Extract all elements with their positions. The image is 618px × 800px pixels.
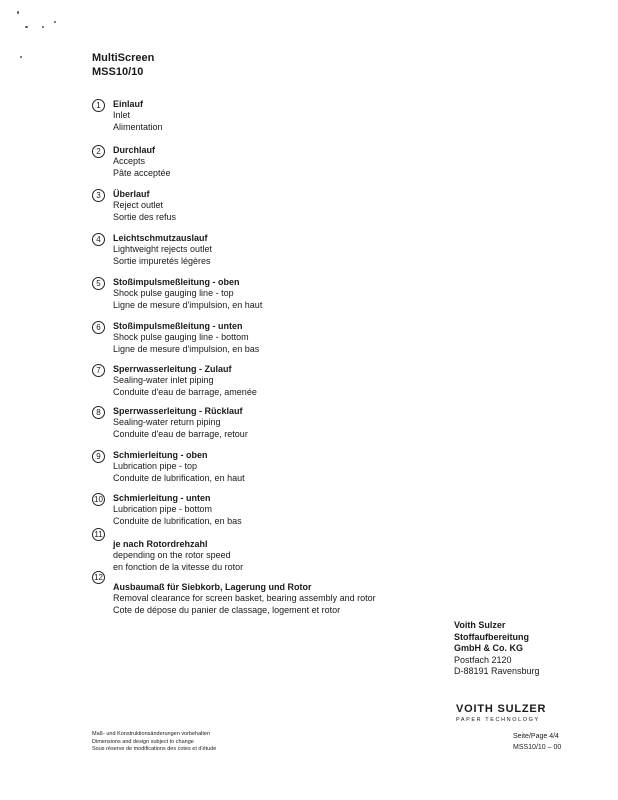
item-label-de: Leichtschmutzauslauf xyxy=(113,233,208,243)
disclaimer-en: Dimensions and design subject to change xyxy=(92,738,194,745)
item-label-en: Sealing-water return piping xyxy=(113,417,221,428)
item-label-fr: Conduite de lubrification, en bas xyxy=(113,515,242,526)
item-label-fr: Conduite d'eau de barrage, retour xyxy=(113,428,248,439)
title-line-product: MultiScreen xyxy=(92,52,155,64)
company-city: D-88191 Ravensburg xyxy=(454,666,540,676)
item-number: 1 xyxy=(92,99,105,112)
document-code: MSS10/10 – 00 xyxy=(513,744,562,751)
item-label-de: Überlauf xyxy=(113,189,150,199)
logo-sub-text: PAPER TECHNOLOGY xyxy=(456,717,540,723)
item-label-fr: Ligne de mesure d'impulsion, en bas xyxy=(113,343,260,354)
scan-speck xyxy=(25,26,28,28)
item-label-fr: Sortie des refus xyxy=(113,211,177,222)
company-address xyxy=(454,620,540,678)
item-label-en: Shock pulse gauging line - bottom xyxy=(113,332,249,343)
disclaimer-fr: Sous réserve de modifications des cotes et d'étude xyxy=(92,746,217,752)
item-label-de: Schmierleitung - oben xyxy=(113,450,208,460)
item-label-de: Ausbaumaß für Siebkorb, Lagerung und Rotor xyxy=(113,582,312,592)
item-number: 5 xyxy=(92,277,105,290)
scan-speck xyxy=(42,26,44,28)
item-label-en: Sealing-water inlet piping xyxy=(113,375,214,386)
scan-speck xyxy=(54,21,56,23)
item-number: 9 xyxy=(92,450,105,463)
disclaimer xyxy=(92,731,216,754)
company-name-2: Stoffaufbereitung xyxy=(454,631,529,642)
item-number: 7 xyxy=(92,364,105,377)
item-label-fr: Cote de dépose du panier de classage, logement et rotor xyxy=(113,604,341,615)
company-name-3: GmbH & Co. KG xyxy=(454,643,523,653)
item-label-en: Lubrication pipe - bottom xyxy=(113,504,213,515)
item-number: 2 xyxy=(92,145,105,158)
title-line-model: MSS10/10 xyxy=(92,66,144,78)
document-title xyxy=(92,51,154,79)
item-label-de: Sperrwasserleitung - Zulauf xyxy=(113,364,232,374)
page-number: Seite/Page 4/4 xyxy=(513,733,559,740)
item-label-de: je nach Rotordrehzahl xyxy=(113,539,208,549)
item-label-de: Schmierleitung - unten xyxy=(113,493,211,503)
item-label-en: Accepts xyxy=(113,156,146,167)
item-label-fr: Alimentation xyxy=(113,121,163,132)
item-label-fr: Conduite de lubrification, en haut xyxy=(113,472,245,483)
item-label-de: Einlauf xyxy=(113,99,144,109)
item-label-fr: Ligne de mesure d'impulsion, en haut xyxy=(113,299,263,310)
page-info xyxy=(513,731,561,753)
scan-speck xyxy=(20,56,22,58)
item-label-de: Sperrwasserleitung - Rücklauf xyxy=(113,406,243,416)
item-label-en: Lightweight rejects outlet xyxy=(113,244,213,255)
item-label-en: Inlet xyxy=(113,110,131,121)
item-label-fr: Pâte acceptée xyxy=(113,167,171,178)
item-label-en: Shock pulse gauging line - top xyxy=(113,288,234,299)
item-number: 10 xyxy=(92,493,105,506)
item-number: 3 xyxy=(92,189,105,202)
item-number: 12 xyxy=(92,571,105,584)
item-label-en: depending on the rotor speed xyxy=(113,550,231,561)
item-label-de: Stoßimpulsmeßleitung - oben xyxy=(113,277,240,287)
item-label-en: Reject outlet xyxy=(113,200,164,211)
item-label-en: Lubrication pipe - top xyxy=(113,461,198,472)
company-postbox: Postfach 2120 xyxy=(454,654,512,665)
item-number: 8 xyxy=(92,406,105,419)
logo-main-text: VOITH SULZER xyxy=(456,703,547,715)
voith-sulzer-logo xyxy=(456,703,556,724)
item-label-de: Durchlauf xyxy=(113,145,156,155)
item-label-fr: Conduite d'eau de barrage, amenée xyxy=(113,386,257,397)
disclaimer-de: Maß- und Konstruktionsänderungen vorbehalten xyxy=(92,731,211,737)
company-name-1: Voith Sulzer xyxy=(454,620,506,630)
item-number: 11 xyxy=(92,528,105,541)
item-label-fr: Sortie impuretés légères xyxy=(113,255,211,266)
item-label-de: Stoßimpulsmeßleitung - unten xyxy=(113,321,243,331)
item-number: 4 xyxy=(92,233,105,246)
item-number: 6 xyxy=(92,321,105,334)
scan-speck xyxy=(17,11,19,14)
item-label-en: Removal clearance for screen basket, bearing assembly and rotor xyxy=(113,593,376,604)
item-label-fr: en fonction de la vitesse du rotor xyxy=(113,561,244,572)
